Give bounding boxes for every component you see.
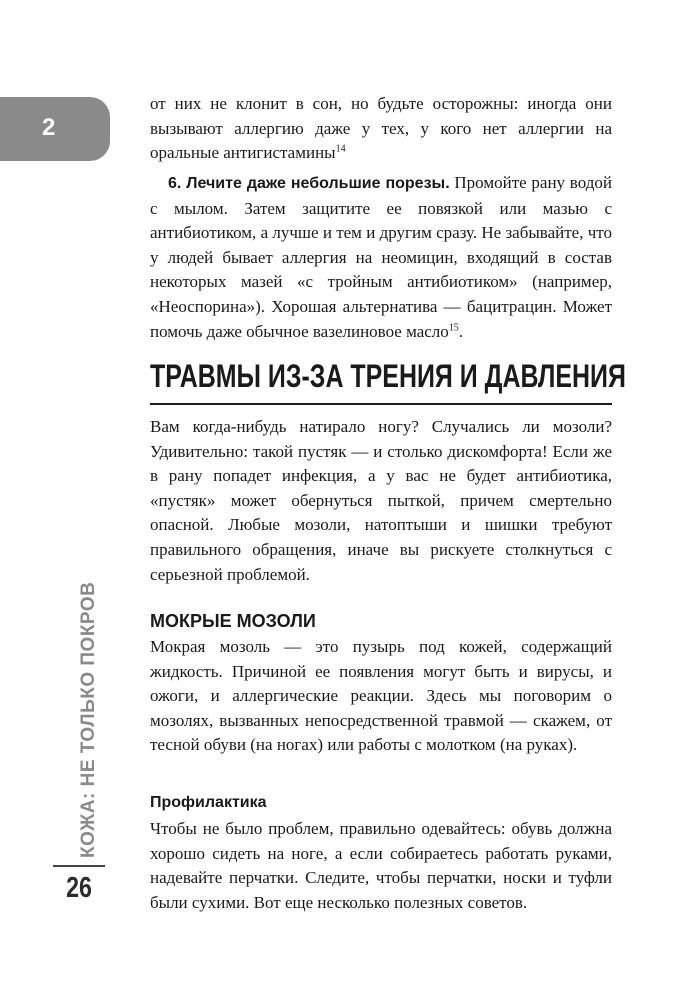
page-number-rule	[53, 865, 105, 867]
sub-heading: МОКРЫЕ МОЗОЛИ	[150, 611, 316, 631]
running-head	[75, 558, 103, 858]
footnote-ref: 15	[448, 321, 459, 333]
intro-paragraph: Вам когда-нибудь натирало ногу? Случались ли мозоли? Удивительно: такой пустяк — и столько дискомфорта! Если же в рану попадет инфекция, а у вас не будет антибиотика, «пустяк» может обернуться пыткой, причем смертельно опасной. Любые мозоли, натоптыши и шишки требуют правильного обращения, иначе вы рискуете столкнуться с серьезной проблемой.	[150, 417, 612, 584]
blister-paragraph: Мокрая мозоль — это пузырь под кожей, содержащий жидкость. Причиной ее появления могут быть и вирусы, и ожоги, и аллергические реакции. Здесь мы поговорим о мозолях, вызванных непосредственной травмой — скажем, от тесной обуви (на ногах) или работы с молотком (на руках).	[150, 637, 612, 755]
section-heading: ТРАВМЫ ИЗ-ЗА ТРЕНИЯ И ДАВЛЕНИЯ	[150, 358, 626, 394]
tip-title: 6. Лечите даже небольшие порезы.	[168, 175, 450, 192]
running-head-text: КОЖА: НЕ ТОЛЬКО ПОКРОВ	[78, 581, 99, 858]
paragraph-continued	[150, 92, 612, 166]
section-heading-rule	[150, 403, 612, 405]
minor-heading: Профилактика	[150, 794, 267, 811]
paragraph-text: Промойте рану водой с мылом. Затем защитите ее повязкой или мазью с антибиотиком, а лучше и тем и другим сразу. Не забывайте, что у людей бывает аллергия на неомицин, входящий в состав некоторых мазей «с тройным антибиотиком» (например, «Неоспорина»). Хорошая альтернатива — бацитрацин. Может помочь даже обычное вазелиновое масло	[150, 173, 612, 341]
prevention-paragraph: Чтобы не было проблем, правильно одевайтесь: обувь должна хорошо сидеть на ноге, а если собираетесь работать руками, надевайте перчатки. Следите, чтобы перчатки, носки и туфли были сухими. Вот еще несколько полезных советов.	[150, 819, 612, 912]
chapter-number: 2	[42, 114, 56, 141]
paragraph-text: от них не клонит в сон, но будьте осторожны: иногда они вызывают аллергию даже у тех, у кого нет аллергии на оральные антигистамины	[150, 94, 612, 163]
tip-paragraph	[150, 171, 612, 344]
paragraph-end: .	[458, 321, 464, 341]
footnote-ref: 14	[335, 143, 346, 155]
page-number: 26	[66, 872, 92, 904]
chapter-tab	[0, 97, 110, 161]
